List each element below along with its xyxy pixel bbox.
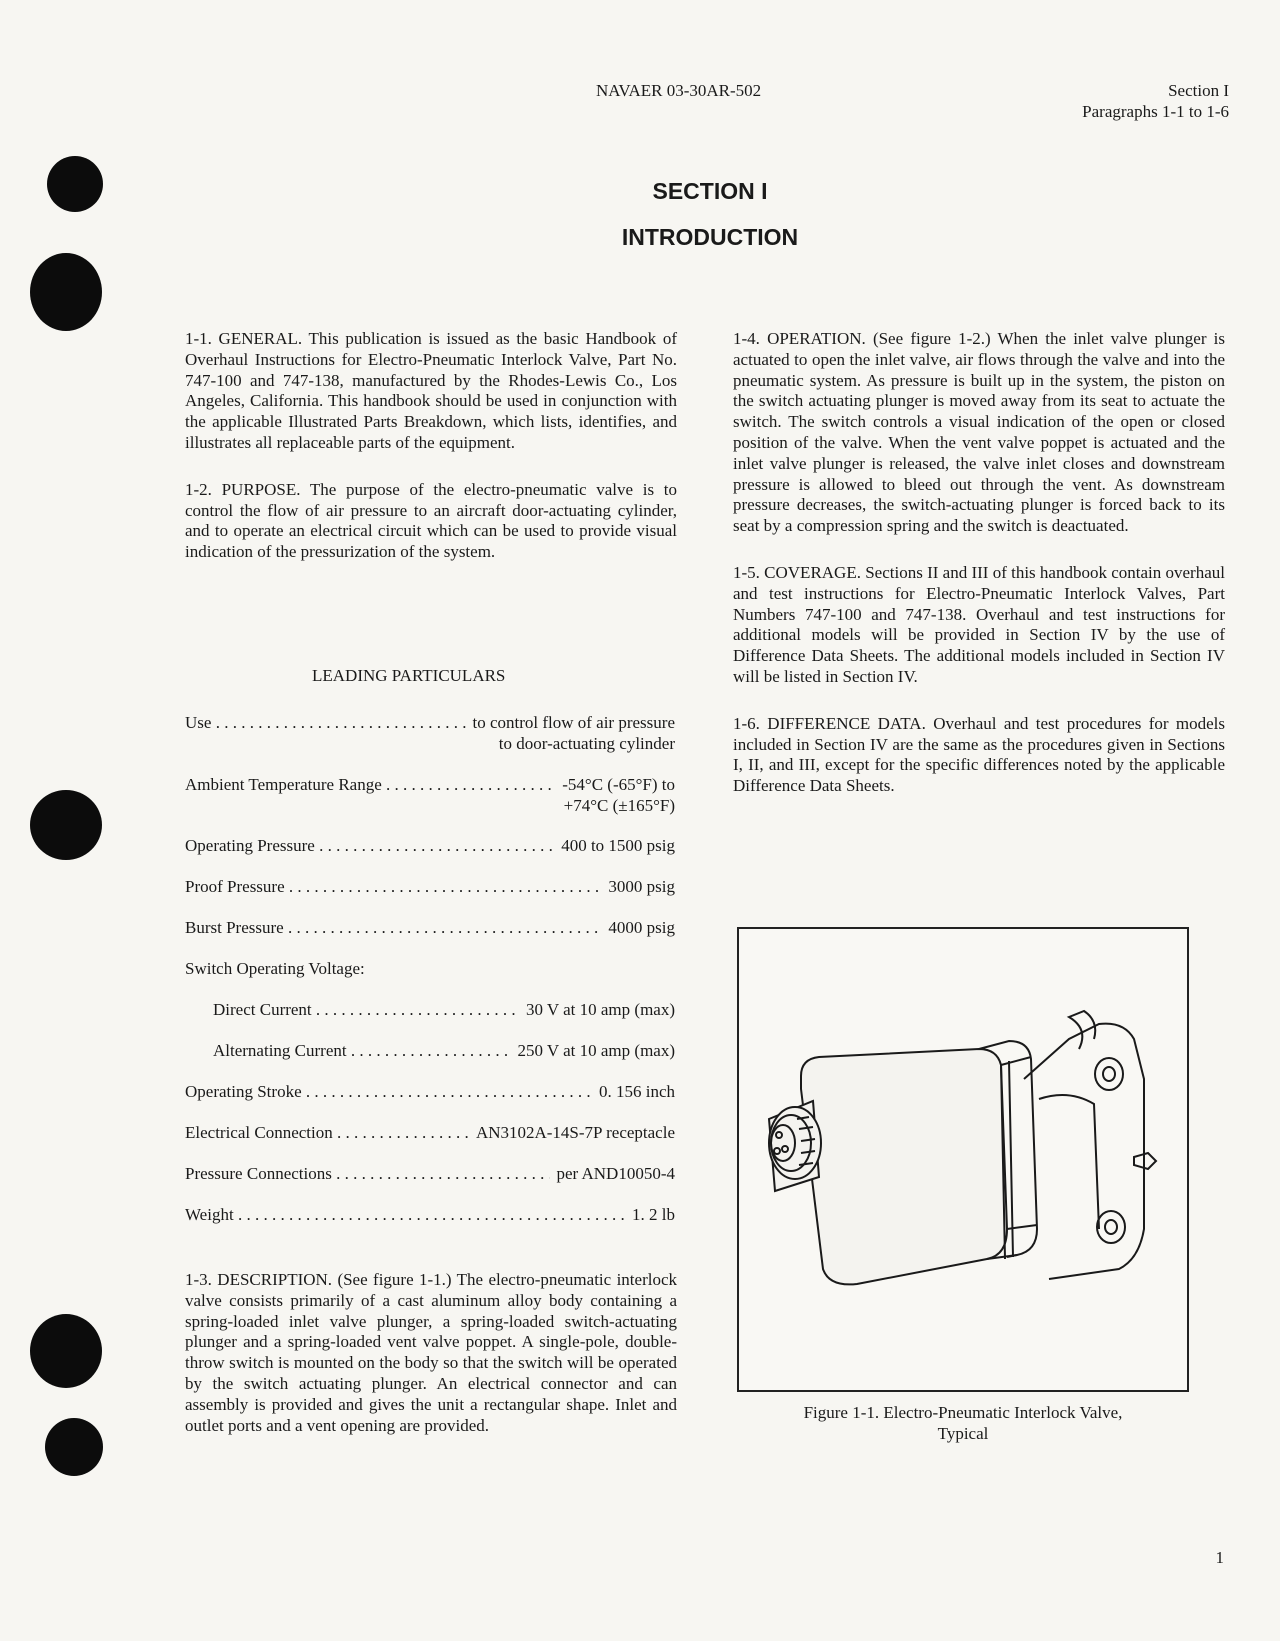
spec-value: 400 to 1500 psig bbox=[561, 836, 675, 855]
spec-switch-voltage bbox=[185, 959, 675, 980]
spec-label: Pressure Connections . . . bbox=[185, 1164, 550, 1185]
spec-use bbox=[185, 713, 675, 755]
spec-value: -54°C (-65°F) to bbox=[562, 775, 675, 794]
spec-label: Use . . . bbox=[185, 713, 466, 734]
spec-value: +74°C (±165°F) bbox=[563, 795, 675, 815]
spec-electrical-connection bbox=[185, 1123, 675, 1144]
page-title: INTRODUCTION bbox=[621, 224, 799, 250]
paragraph-1-6: 1-6. DIFFERENCE DATA. Overhaul and test procedures for models included in Section IV are the same as the procedures given in Sections I, II, and III, except for the specific differences noted by the applicable Difference Data Sheets. bbox=[733, 713, 1225, 796]
page-number: 1 bbox=[1215, 1548, 1224, 1567]
spec-temperature bbox=[185, 775, 675, 817]
section-label: Section I bbox=[1168, 81, 1229, 100]
spec-alternating-current bbox=[213, 1041, 675, 1062]
spec-value: 250 V at 10 amp (max) bbox=[517, 1041, 675, 1060]
spec-direct-current bbox=[213, 1000, 675, 1021]
binder-hole bbox=[30, 790, 102, 860]
spec-label: Direct Current . . . bbox=[213, 1000, 520, 1021]
spec-label: Ambient Temperature Range . . . bbox=[185, 775, 556, 796]
binder-hole bbox=[30, 1314, 102, 1388]
spec-value: 30 V at 10 amp (max) bbox=[525, 1000, 675, 1019]
spec-value: per AND10050-4 bbox=[556, 1164, 675, 1183]
spec-weight bbox=[185, 1205, 675, 1226]
figure-caption-line-1: Figure 1-1. Electro-Pneumatic Interlock Valve, bbox=[803, 1403, 1123, 1422]
spec-label: Weight . . . bbox=[185, 1205, 626, 1226]
paragraph-1-5: 1-5. COVERAGE. Sections II and III of this handbook contain overhaul and test instructions for Electro-Pneumatic Interlock Valves, Part Numbers 747-100 and 747-138. Overhaul and test instructions for additional models will be provided in Section IV by the use of Difference Data Sheets. The additional models included in Section IV will be listed in Section IV. bbox=[733, 562, 1225, 686]
spec-value: to door-actuating cylinder bbox=[498, 733, 675, 753]
spec-value: 0. 156 inch bbox=[598, 1082, 675, 1101]
document-number: NAVAER 03-30AR-502 bbox=[596, 81, 762, 100]
spec-value: to control flow of air pressure bbox=[472, 713, 675, 732]
spec-label: Switch Operating Voltage: bbox=[185, 959, 365, 978]
spec-label: Burst Pressure . . . bbox=[185, 918, 602, 939]
figure-caption bbox=[737, 1402, 1189, 1444]
spec-pressure-connections bbox=[185, 1164, 675, 1185]
leading-particulars-heading: LEADING PARTICULARS bbox=[312, 666, 506, 685]
spec-operating-stroke bbox=[185, 1082, 675, 1103]
spec-value: AN3102A-14S-7P receptacle bbox=[475, 1123, 675, 1142]
spec-label: Alternating Current . . . bbox=[213, 1041, 511, 1062]
spec-label: Electrical Connection . . . bbox=[185, 1123, 470, 1144]
spec-label: Operating Stroke . . . bbox=[185, 1082, 593, 1103]
spec-value: 1. 2 lb bbox=[632, 1205, 675, 1224]
right-column-text bbox=[733, 329, 1225, 823]
figure-1-1 bbox=[737, 927, 1189, 1392]
spec-operating-pressure bbox=[185, 836, 675, 857]
spec-label: Operating Pressure . . . bbox=[185, 836, 555, 857]
section-title: SECTION I bbox=[652, 178, 768, 204]
left-column-bottom bbox=[185, 1270, 677, 1462]
paragraph-1-1: 1-1. GENERAL. This publication is issued as the basic Handbook of Overhaul Instructions for Electro-Pneumatic Interlock Valve, Part No. 747-100 and 747-138, manufactured by the Rhodes-Lewis Co., Los Angeles, California. This handbook should be used in conjunction with the applicable Illustrated Parts Breakdown, which lists, identifies, and illustrates all replaceable parts of the equipment. bbox=[185, 329, 677, 452]
spec-label: Proof Pressure . . . bbox=[185, 877, 602, 898]
spec-burst-pressure bbox=[185, 918, 675, 939]
paragraph-1-4: 1-4. OPERATION. (See figure 1-2.) When the inlet valve plunger is actuated to open the inlet valve, air flows through the valve and into the pneumatic system. As pressure is built up in the system, the piston on the switch actuating plunger is moved away from its seat to actuate the switch. The switch controls a visual indication of the open or closed position of the valve. When the vent valve poppet is actuated and the inlet valve plunger is released, the valve inlet closes and downstream pressure is allowed to bleed out through the vent. As downstream pressure decreases, the switch-actuating plunger is forced back to its seat by a compression spring and the switch is deactuated. bbox=[733, 329, 1225, 536]
spec-value: 4000 psig bbox=[608, 918, 675, 937]
interlock-valve-illustration bbox=[739, 929, 1187, 1390]
binder-hole bbox=[30, 253, 102, 331]
paragraph-range: Paragraphs 1-1 to 1-6 bbox=[1082, 102, 1229, 121]
binder-hole bbox=[45, 1418, 103, 1476]
paragraph-1-2: 1-2. PURPOSE. The purpose of the electro-pneumatic valve is to control the flow of air pressure to an aircraft door-actuating cylinder, and to operate an electrical circuit which can be used to provide visual indication of the pressurization of the system. bbox=[185, 479, 677, 562]
spec-proof-pressure bbox=[185, 877, 675, 898]
left-column-top bbox=[185, 329, 677, 589]
paragraph-1-3: 1-3. DESCRIPTION. (See figure 1-1.) The electro-pneumatic interlock valve consists primarily of a cast aluminum alloy body containing a spring-loaded inlet valve plunger, a spring-loaded switch-actuating plunger and a spring-loaded vent valve poppet. A single-pole, double-throw switch is mounted on the body so that the switch will be operated by the switch actuating plunger. An electrical connector and can assembly is provided and gives the unit a rectangular shape. Inlet and outlet ports and a vent opening are provided. bbox=[185, 1270, 677, 1435]
spec-value: 3000 psig bbox=[608, 877, 675, 896]
figure-caption-line-2: Typical bbox=[937, 1424, 989, 1443]
